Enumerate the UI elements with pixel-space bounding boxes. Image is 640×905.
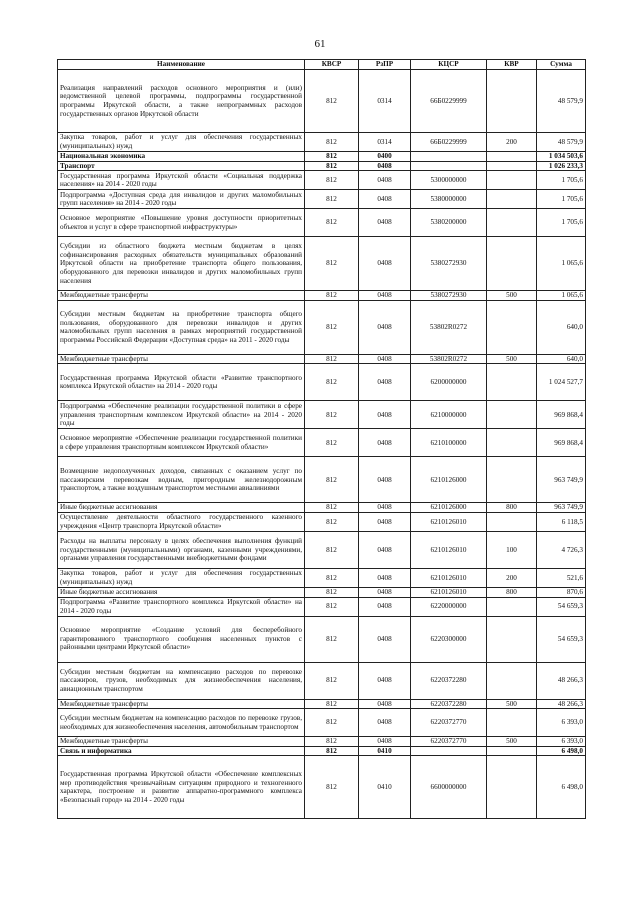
cell-rzpr: 0408 [359, 291, 411, 301]
cell-name: Государственная программа Иркутской области «Обеспечение комплексных мер противодействия чрезвычайным ситуациям природного и техногенного характера, построение и развитие аппаратно-программного комплекса «Безопасный город» на 2014 - 2020 годы [58, 756, 305, 819]
cell-kvsr: 812 [305, 161, 359, 171]
table-row [58, 171, 586, 190]
table-row [58, 364, 586, 401]
cell-name: Осуществление деятельности областного государственного казенного учреждения «Центр транспорта Иркутской области» [58, 512, 305, 531]
cell-kvsr: 812 [305, 300, 359, 354]
cell-kvr [487, 237, 537, 291]
table-row [58, 737, 586, 747]
cell-kcsr: 5380200000 [411, 209, 487, 237]
cell-kvsr: 812 [305, 746, 359, 756]
cell-kvr [487, 429, 537, 457]
cell-rzpr: 0408 [359, 161, 411, 171]
cell-kcsr: 6220000000 [411, 597, 487, 616]
cell-rzpr: 0410 [359, 746, 411, 756]
cell-name: Субсидии местным бюджетам на приобретение транспорта общего пользования, оборудованного для перевозки инвалидов и других маломобильных групп населения в рамках мероприятий государственной программы Российской Федерации «Доступная среда» на 2011 - 2020 годы [58, 300, 305, 354]
cell-kcsr: 6600000000 [411, 756, 487, 819]
cell-sum: 54 659,3 [537, 597, 586, 616]
budget-table [57, 59, 586, 819]
header-kvsr: КВСР [305, 60, 359, 70]
cell-name: Субсидии из областного бюджета местным бюджетам в целях софинансирования расходных обязательств муниципальных образований Иркутской области на приобретение транспорта общего пользования, оборудованного для перевозки инвалидов и других маломобильных групп населения [58, 237, 305, 291]
cell-kvr: 200 [487, 568, 537, 587]
cell-name: Межбюджетные трансферты [58, 291, 305, 301]
cell-rzpr: 0408 [359, 597, 411, 616]
cell-kvsr: 812 [305, 709, 359, 737]
cell-rzpr: 0408 [359, 503, 411, 513]
cell-kvsr: 812 [305, 503, 359, 513]
cell-sum: 969 868,4 [537, 401, 586, 429]
cell-kvsr: 812 [305, 531, 359, 568]
cell-kvr: 800 [487, 503, 537, 513]
cell-kvr [487, 709, 537, 737]
cell-kcsr: 6220300000 [411, 616, 487, 662]
cell-kvr [487, 190, 537, 209]
cell-sum: 1 034 503,6 [537, 152, 586, 162]
cell-kvsr: 812 [305, 152, 359, 162]
cell-sum: 870,6 [537, 587, 586, 597]
cell-kvr: 100 [487, 531, 537, 568]
cell-kcsr: 6210126000 [411, 457, 487, 503]
table-row [58, 662, 586, 699]
cell-kvsr: 812 [305, 662, 359, 699]
page-number: 61 [314, 38, 326, 50]
cell-kvr [487, 512, 537, 531]
cell-kcsr [411, 161, 487, 171]
cell-kvr: 500 [487, 699, 537, 709]
table-header-row [58, 60, 586, 70]
cell-rzpr: 0408 [359, 237, 411, 291]
cell-kcsr: 66Б0229999 [411, 70, 487, 133]
cell-sum: 640,0 [537, 300, 586, 354]
table-row [58, 756, 586, 819]
cell-name: Межбюджетные трансферты [58, 699, 305, 709]
cell-kcsr: 5300000000 [411, 171, 487, 190]
cell-kcsr: 6210126010 [411, 512, 487, 531]
table-row [58, 587, 586, 597]
cell-name: Возмещение недополученных доходов, связанных с оказанием услуг по пассажирским перевозкам водным, пригородным железнодорожным транспортом, а также воздушным транспортом местными авиалиниями [58, 457, 305, 503]
cell-name: Межбюджетные трансферты [58, 737, 305, 747]
table-row [58, 152, 586, 162]
cell-sum: 521,6 [537, 568, 586, 587]
table-row [58, 512, 586, 531]
cell-name: Подпрограмма «Обеспечение реализации государственной политики в сфере управления транспортным комплексом Иркутской области» на 2014 - 2020 годы [58, 401, 305, 429]
table-row [58, 709, 586, 737]
cell-kcsr: 6220372770 [411, 709, 487, 737]
cell-kcsr: 6220372770 [411, 737, 487, 747]
cell-rzpr: 0408 [359, 587, 411, 597]
cell-kvr: 500 [487, 737, 537, 747]
header-name: Наименование [58, 60, 305, 70]
cell-kvsr: 812 [305, 171, 359, 190]
cell-sum: 1 705,6 [537, 171, 586, 190]
cell-rzpr: 0408 [359, 364, 411, 401]
cell-rzpr: 0408 [359, 709, 411, 737]
cell-kcsr: 6210000000 [411, 401, 487, 429]
cell-name: Закупка товаров, работ и услуг для обеспечения государственных (муниципальных) нужд [58, 568, 305, 587]
cell-kvsr: 812 [305, 354, 359, 364]
cell-rzpr: 0408 [359, 354, 411, 364]
table-row [58, 457, 586, 503]
cell-rzpr: 0408 [359, 209, 411, 237]
cell-kvsr: 812 [305, 133, 359, 152]
cell-kvr [487, 616, 537, 662]
cell-kcsr: 53802R0272 [411, 354, 487, 364]
cell-sum: 54 659,3 [537, 616, 586, 662]
cell-rzpr: 0408 [359, 662, 411, 699]
cell-rzpr: 0408 [359, 190, 411, 209]
header-sum: Сумма [537, 60, 586, 70]
cell-sum: 6 498,0 [537, 746, 586, 756]
cell-rzpr: 0314 [359, 133, 411, 152]
cell-kvsr: 812 [305, 237, 359, 291]
table-row [58, 746, 586, 756]
table-row [58, 568, 586, 587]
cell-name: Основное мероприятие «Создание условий для бесперебойного гарантированного транспортного сообщения населенных пунктов с районными центрами Иркутской области» [58, 616, 305, 662]
header-kvr: КВР [487, 60, 537, 70]
cell-name: Иные бюджетные ассигнования [58, 503, 305, 513]
cell-rzpr: 0408 [359, 401, 411, 429]
table-row [58, 503, 586, 513]
cell-rzpr: 0408 [359, 512, 411, 531]
cell-rzpr: 0408 [359, 737, 411, 747]
table-row [58, 429, 586, 457]
cell-kvsr: 812 [305, 616, 359, 662]
cell-name: Государственная программа Иркутской области «Развитие транспортного комплекса Иркутской области» на 2014 - 2020 годы [58, 364, 305, 401]
cell-name: Реализация направлений расходов основного мероприятия и (или) ведомственной целевой программы, подпрограммы государственной программы Иркутской области, а также непрограммных расходов государственных органов Иркутской области [58, 70, 305, 133]
cell-kvr [487, 457, 537, 503]
cell-rzpr: 0314 [359, 70, 411, 133]
cell-sum: 1 024 527,7 [537, 364, 586, 401]
cell-kvr: 500 [487, 354, 537, 364]
cell-kcsr [411, 746, 487, 756]
table-row [58, 597, 586, 616]
cell-rzpr: 0408 [359, 300, 411, 354]
cell-kvsr: 812 [305, 401, 359, 429]
cell-name: Транспорт [58, 161, 305, 171]
cell-sum: 6 393,0 [537, 737, 586, 747]
cell-kvsr: 812 [305, 699, 359, 709]
cell-kcsr: 66Б0229999 [411, 133, 487, 152]
cell-rzpr: 0408 [359, 531, 411, 568]
cell-kvr [487, 746, 537, 756]
cell-name: Расходы на выплаты персоналу в целях обеспечения выполнения функций государственными (муниципальными) органами, казенными учреждениями, органами управления государственными внебюджетными фондами [58, 531, 305, 568]
cell-rzpr: 0408 [359, 429, 411, 457]
table-row [58, 699, 586, 709]
cell-kvsr: 812 [305, 70, 359, 133]
cell-kcsr: 6210126010 [411, 568, 487, 587]
cell-kvr [487, 161, 537, 171]
cell-rzpr: 0408 [359, 699, 411, 709]
cell-rzpr: 0408 [359, 568, 411, 587]
table-row [58, 354, 586, 364]
cell-kcsr: 53802R0272 [411, 300, 487, 354]
cell-name: Субсидии местным бюджетам на компенсацию расходов по перевозке грузов, необходимых для жизнеобеспечения населения, автомобильным транспортом [58, 709, 305, 737]
table-row [58, 161, 586, 171]
cell-kvsr: 812 [305, 291, 359, 301]
table-row [58, 133, 586, 152]
cell-kcsr: 6210126010 [411, 531, 487, 568]
cell-sum: 1 705,6 [537, 190, 586, 209]
cell-name: Подпрограмма «Развитие транспортного комплекса Иркутской области» на 2014 - 2020 годы [58, 597, 305, 616]
cell-kvsr: 812 [305, 587, 359, 597]
cell-kcsr: 5380000000 [411, 190, 487, 209]
cell-rzpr: 0408 [359, 616, 411, 662]
cell-sum: 6 118,5 [537, 512, 586, 531]
cell-kvr: 200 [487, 133, 537, 152]
cell-kvr [487, 364, 537, 401]
cell-name: Основное мероприятие «Повышение уровня доступности приоритетных объектов и услуг в сфере транспортной инфраструктуры» [58, 209, 305, 237]
cell-kvr [487, 300, 537, 354]
cell-kvr: 500 [487, 291, 537, 301]
cell-sum: 1 065,6 [537, 291, 586, 301]
table-row [58, 209, 586, 237]
cell-name: Государственная программа Иркутской области «Социальная поддержка населения» на 2014 - 2020 годы [58, 171, 305, 190]
cell-kcsr: 5380272930 [411, 291, 487, 301]
cell-kvr [487, 756, 537, 819]
cell-kvsr: 812 [305, 512, 359, 531]
cell-name: Подпрограмма «Доступная среда для инвалидов и других маломобильных групп населения» на 2014 - 2020 годы [58, 190, 305, 209]
cell-kvsr: 812 [305, 457, 359, 503]
header-kcsr: КЦСР [411, 60, 487, 70]
cell-sum: 48 579,9 [537, 70, 586, 133]
cell-kvsr: 812 [305, 190, 359, 209]
cell-kcsr: 6210126000 [411, 503, 487, 513]
cell-kvr [487, 209, 537, 237]
cell-rzpr: 0408 [359, 457, 411, 503]
header-rzpr: РзПР [359, 60, 411, 70]
cell-sum: 963 749,9 [537, 457, 586, 503]
table-row [58, 531, 586, 568]
cell-name: Иные бюджетные ассигнования [58, 587, 305, 597]
cell-rzpr: 0400 [359, 152, 411, 162]
cell-name: Основное мероприятие «Обеспечение реализации государственной политики в сфере управления транспортным комплексом Иркутской области» [58, 429, 305, 457]
cell-kvr [487, 401, 537, 429]
cell-kvr [487, 597, 537, 616]
cell-kcsr [411, 152, 487, 162]
cell-rzpr: 0408 [359, 171, 411, 190]
table-row [58, 70, 586, 133]
cell-sum: 48 579,9 [537, 133, 586, 152]
cell-sum: 48 266,3 [537, 699, 586, 709]
cell-kvsr: 812 [305, 597, 359, 616]
cell-sum: 1 705,6 [537, 209, 586, 237]
table-row [58, 300, 586, 354]
cell-sum: 48 266,3 [537, 662, 586, 699]
cell-kcsr: 6210126010 [411, 587, 487, 597]
cell-sum: 1 065,6 [537, 237, 586, 291]
cell-name: Национальная экономика [58, 152, 305, 162]
cell-sum: 6 498,0 [537, 756, 586, 819]
cell-kvr [487, 662, 537, 699]
table-row [58, 616, 586, 662]
cell-kcsr: 6220372280 [411, 699, 487, 709]
cell-kvr [487, 70, 537, 133]
cell-sum: 963 749,9 [537, 503, 586, 513]
cell-kcsr: 5380272930 [411, 237, 487, 291]
cell-kvsr: 812 [305, 209, 359, 237]
cell-kvr [487, 152, 537, 162]
table-row [58, 291, 586, 301]
cell-kvr: 800 [487, 587, 537, 597]
cell-name: Закупка товаров, работ и услуг для обеспечения государственных (муниципальных) нужд [58, 133, 305, 152]
cell-sum: 1 026 233,3 [537, 161, 586, 171]
table-row [58, 237, 586, 291]
table-row [58, 190, 586, 209]
cell-name: Связь и информатика [58, 746, 305, 756]
cell-kvsr: 812 [305, 568, 359, 587]
cell-kcsr: 6210100000 [411, 429, 487, 457]
cell-kvr [487, 171, 537, 190]
cell-kvsr: 812 [305, 429, 359, 457]
table-row [58, 401, 586, 429]
cell-kvsr: 812 [305, 737, 359, 747]
cell-kvsr: 812 [305, 364, 359, 401]
cell-kcsr: 6220372280 [411, 662, 487, 699]
cell-name: Межбюджетные трансферты [58, 354, 305, 364]
cell-sum: 640,0 [537, 354, 586, 364]
cell-rzpr: 0410 [359, 756, 411, 819]
cell-sum: 6 393,0 [537, 709, 586, 737]
cell-sum: 4 726,3 [537, 531, 586, 568]
cell-sum: 969 868,4 [537, 429, 586, 457]
cell-kvsr: 812 [305, 756, 359, 819]
cell-name: Субсидии местным бюджетам на компенсацию расходов по перевозке пассажиров, грузов, необходимых для жизнеобеспечения населения, авиационным транспортом [58, 662, 305, 699]
cell-kcsr: 6200000000 [411, 364, 487, 401]
